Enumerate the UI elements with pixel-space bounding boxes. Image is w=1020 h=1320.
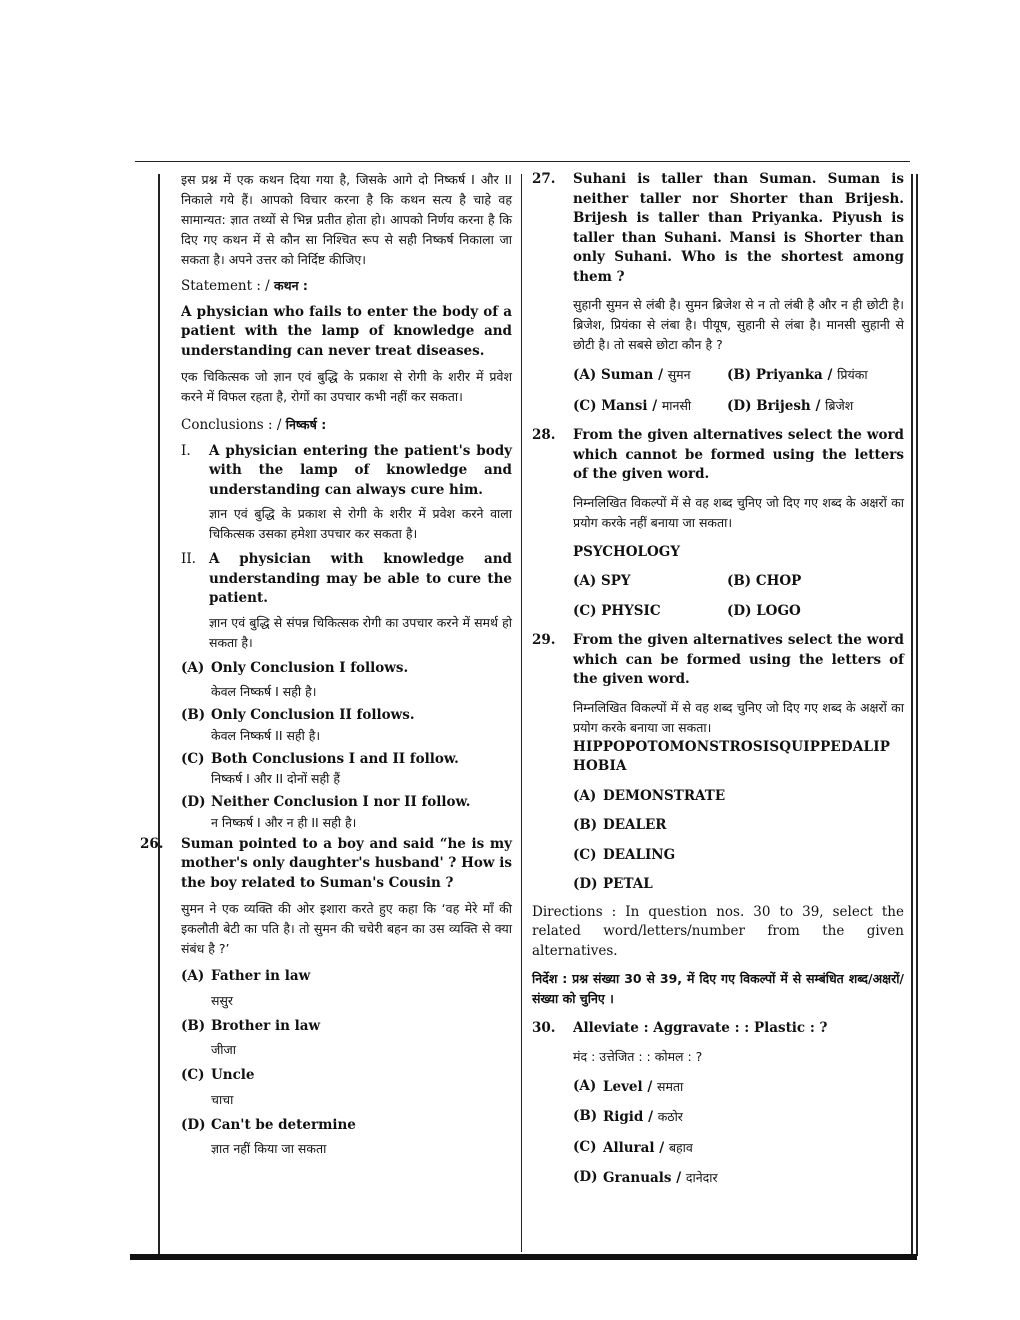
question-28: [532, 426, 904, 533]
question-intro-hindi: इस प्रश्न में एक कथन दिया गया है, जिसके आगे दो निष्कर्ष I और II निकाले गये हैं। आपको विचार करना है कि कथन सत्य है चाहे वह सामान्यत: ज्ञात तथ्यों से भिन्न प्रतीत होता हो। आपको निर्णय करना है कि दिए गए कथन में से कौन सा निश्चित रूप से सही निष्कर्ष निकाला जा सकता है। अपने उत्तर को निर्दिष्ट कीजिए।: [181, 172, 512, 267]
statement-english: A physician who fails to enter the body of a patient with the lamp of knowledge and understanding can never treat diseases.: [181, 303, 512, 359]
answer-option-c[interactable]: (C) Allural / बहाव: [573, 1138, 693, 1156]
question-text-english: Suman pointed to a boy and said “he is my mother's only daughter's husband' ? How is the boy related to Suman's Cousin ?: [181, 835, 512, 891]
question-number: 30.: [532, 1020, 556, 1036]
question-text-hindi: निम्नलिखित विकल्पों में से वह शब्द चुनिए जो दिए गए शब्द के अक्षरों का प्रयोग करके बनाया जा सकता।: [573, 699, 904, 735]
answer-option-d[interactable]: (D) Neither Conclusion I nor II follow. न निष्कर्ष I और न ही II सही है।: [181, 794, 471, 830]
header-rule: [135, 161, 910, 162]
conclusion-item: II. A physician with knowledge and understanding may be able to cure the patient. ज्ञान एवं बुद्धि से संपन्न चिकित्सक रोगी का उपचार करने में समर्थ हो सकता है।: [140, 550, 512, 653]
answer-options-row: [532, 572, 904, 592]
conclusion-item: I. A physician entering the patient's body with the lamp of knowledge and understanding can always cure him. ज्ञान एवं बुद्धि के प्रकाश से रोगी के शरीर में प्रवेश करने वाला चिकित्सक उसका हमेशा उपचार कर सकता है।: [140, 442, 512, 545]
answer-options-row: [532, 602, 904, 622]
answer-option-d[interactable]: (D) Can't be determine ज्ञात नहीं किया जा सकता: [181, 1116, 356, 1156]
conclusion-hindi: ज्ञान एवं बुद्धि से संपन्न चिकित्सक रोगी का उपचार करने में समर्थ हो सकता है।: [209, 614, 512, 650]
question-26: [140, 835, 512, 960]
answer-option-d[interactable]: (D) Brijesh / ब्रिजेश: [727, 397, 854, 414]
answer-option-a[interactable]: (A) DEMONSTRATE: [573, 787, 726, 804]
conclusion-english: A physician entering the patient's body with the lamp of knowledge and understanding can always cure him.: [209, 442, 512, 498]
answer-option-a[interactable]: (A) Father in law ससुर: [181, 968, 311, 1008]
answer-option-c[interactable]: (C) Both Conclusions I and II follow. निष्कर्ष I और II दोनों सही हैं: [181, 750, 459, 786]
answer-option-c[interactable]: (C) Mansi / मानसी: [573, 397, 692, 414]
answer-options-row: [532, 365, 904, 386]
question-text-hindi: सुहानी सुमन से लंबी है। सुमन ब्रिजेश से न तो लंबी है और न ही छोटी है। ब्रिजेश, प्रियंका से लंबा है। पीयूष, सुहानी से लंबा है। मानसी सुहानी से छोटी है। तो सबसे छोटा कौन है ?: [573, 297, 904, 352]
answer-option-d[interactable]: (D) LOGO: [727, 602, 801, 619]
question-text-hindi: निम्नलिखित विकल्पों में से वह शब्द चुनिए जो दिए गए शब्द के अक्षरों का प्रयोग करके नहीं बनाया जा सकता।: [573, 494, 904, 530]
question-text-english: From the given alternatives select the word which can be formed using the letters of the given word.: [573, 632, 904, 687]
right-column: [532, 170, 904, 1189]
statement-label: Statement : / कथन :: [181, 278, 308, 294]
answer-option-a[interactable]: (A) SPY: [573, 573, 631, 589]
given-word: PSYCHOLOGY: [573, 543, 680, 560]
left-column: [140, 170, 512, 1159]
question-text-hindi: मंद : उत्तेजित : : कोमल : ?: [573, 1048, 703, 1064]
question-text-english: Alleviate : Aggravate : : Plastic : ?: [573, 1020, 828, 1036]
answer-option-b[interactable]: (B) Priyanka / प्रियंका: [727, 367, 868, 383]
statement-hindi: एक चिकित्सक जो ज्ञान एवं बुद्धि के प्रकाश से रोगी के शरीर में प्रवेश करने में विफल रहता है, रोगों का उपचार कभी नहीं कर सकता।: [181, 369, 512, 404]
question-text-english: From the given alternatives select the word which cannot be formed using the letters of the given word.: [573, 427, 904, 482]
answer-option-a[interactable]: (A) Level / समता: [573, 1077, 684, 1095]
answer-option-b[interactable]: (B) CHOP: [727, 573, 802, 589]
answer-option-c[interactable]: (C) DEALING: [573, 846, 676, 863]
question-number: 27.: [532, 171, 556, 187]
right-border-line: [911, 174, 913, 1256]
answer-option-b[interactable]: (B) Brother in law जीजा: [181, 1017, 321, 1057]
conclusions-label: Conclusions : / निष्कर्ष :: [181, 417, 327, 433]
question-30: [532, 1019, 904, 1067]
answer-option-b[interactable]: (B) DEALER: [573, 817, 667, 833]
column-divider: [521, 174, 522, 1252]
answer-option-c[interactable]: (C) PHYSIC: [573, 602, 661, 619]
conclusion-english: A physician with knowledge and understanding may be able to cure the patient.: [209, 551, 512, 606]
answer-option-d[interactable]: (D) PETAL: [573, 876, 653, 892]
question-text-english: Suhani is taller than Suman. Suman is neither taller nor Shorter than Brijesh. Brijesh is taller than Priyanka. Piyush is taller than Suhani. Mansi is Shorter than only Suhani. Who is the shortest among them ?: [573, 171, 904, 285]
directions-english: Directions : In question nos. 30 to 39, select the related word/letters/number from the given alternatives.: [532, 903, 904, 959]
question-number: 29.: [532, 632, 556, 648]
answer-options-row: [532, 396, 904, 417]
answer-option-a[interactable]: (A) Only Conclusion I follows. केवल निष्कर्ष I सही है।: [181, 659, 409, 699]
right-border-line-outer: [916, 174, 918, 1256]
question-27: [532, 170, 904, 355]
directions-hindi: निर्देश : प्रश्न संख्या 30 से 39, में दिए गए विकल्पों में से सम्बंधित शब्द/अक्षरों/संख्या को चुनिए ।: [532, 971, 904, 1006]
conclusion-hindi: ज्ञान एवं बुद्धि के प्रकाश से रोगी के शरीर में प्रवेश करने वाला चिकित्सक उसका हमेशा उपचार कर सकता है।: [209, 506, 512, 541]
answer-option-a[interactable]: (A) Suman / सुमन: [573, 367, 691, 383]
given-word: HIPPOPOTOMONSTROSISQUIPPEDALIP HOBIA: [573, 738, 891, 774]
answer-option-d[interactable]: (D) Granuals / दानेदार: [573, 1169, 718, 1186]
question-text-hindi: सुमन ने एक व्यक्ति की ओर इशारा करते हुए कहा कि ‘वह मेरे माँ की इकलौती बेटी का पति है। तो सुमन की चचेरी बहन का उस व्यक्ति से क्या संबंध है ?’: [181, 901, 512, 956]
question-number: 26.: [140, 835, 164, 852]
answer-option-b[interactable]: (B) Only Conclusion II follows. केवल निष्कर्ष II सही है।: [181, 707, 415, 743]
answer-option-b[interactable]: (B) Rigid / कठोर: [573, 1108, 683, 1125]
answer-option-c[interactable]: (C) Uncle चाचा: [181, 1067, 255, 1107]
question-29: [532, 631, 904, 738]
question-number: 28.: [532, 427, 556, 443]
footer-bar: [130, 1254, 917, 1260]
